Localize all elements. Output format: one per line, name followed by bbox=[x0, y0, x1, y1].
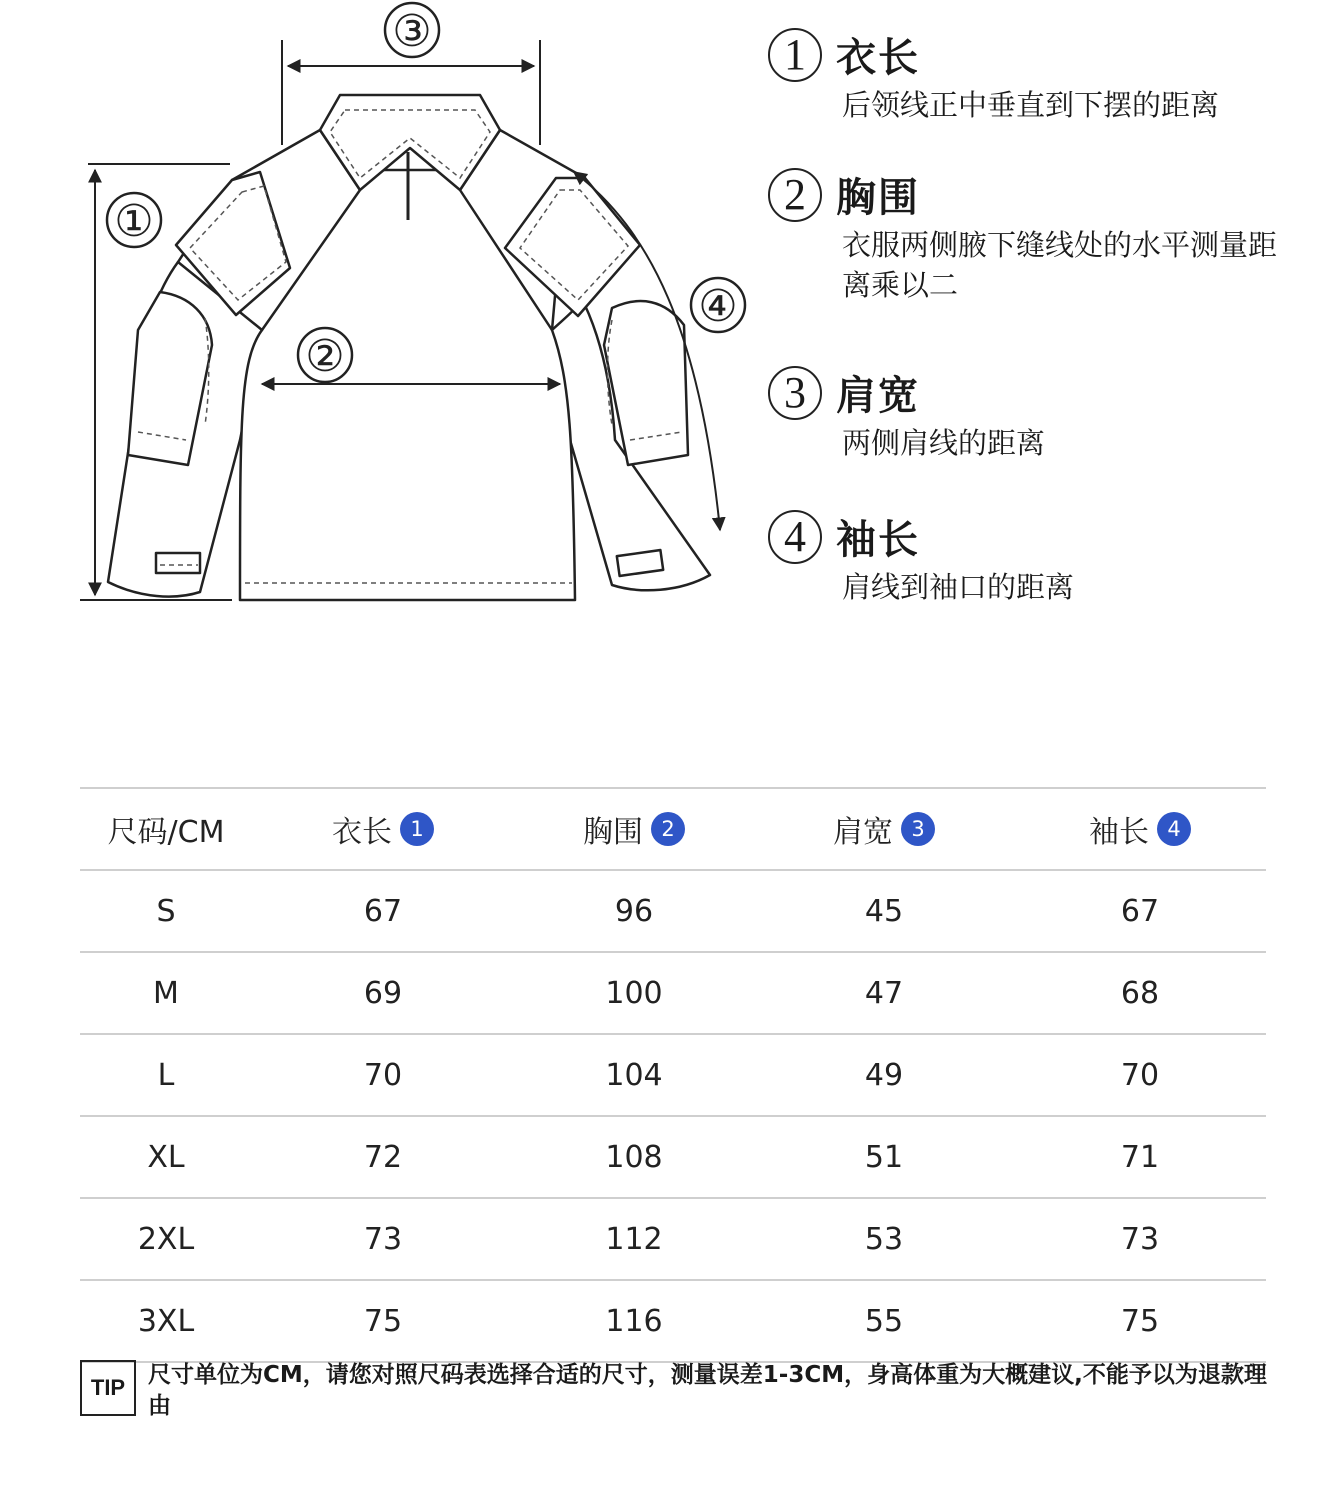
cell-shoulder: 49 bbox=[754, 1034, 1014, 1116]
legend-number-3: 3 bbox=[768, 366, 822, 420]
cell-sleeve: 67 bbox=[1014, 870, 1266, 952]
legend-title: 胸围 bbox=[836, 175, 920, 221]
cell-sleeve: 71 bbox=[1014, 1116, 1266, 1198]
cell-shoulder: 47 bbox=[754, 952, 1014, 1034]
legend-item-sleeve bbox=[768, 508, 1288, 607]
cell-size: XL bbox=[80, 1116, 252, 1198]
cell-chest: 96 bbox=[514, 870, 754, 952]
legend-title: 衣长 bbox=[836, 35, 920, 81]
cell-sleeve: 68 bbox=[1014, 952, 1266, 1034]
table-row bbox=[80, 870, 1266, 952]
cell-chest: 100 bbox=[514, 952, 754, 1034]
badge-1: 1 bbox=[400, 812, 434, 846]
cell-size: L bbox=[80, 1034, 252, 1116]
cell-length: 67 bbox=[252, 870, 514, 952]
table-row bbox=[80, 1116, 1266, 1198]
cell-chest: 116 bbox=[514, 1280, 754, 1362]
header-sleeve: 袖长 4 bbox=[1014, 788, 1266, 870]
table-row bbox=[80, 1198, 1266, 1280]
cell-size: 3XL bbox=[80, 1280, 252, 1362]
legend-title: 肩宽 bbox=[836, 373, 920, 419]
legend-number-4: 4 bbox=[768, 510, 822, 564]
cell-chest: 112 bbox=[514, 1198, 754, 1280]
legend-desc: 两侧肩线的距离 bbox=[842, 426, 1046, 460]
cell-length: 73 bbox=[252, 1198, 514, 1280]
marker-4-label: ④ bbox=[698, 282, 738, 331]
legend-item-length bbox=[768, 26, 1288, 125]
table-row bbox=[80, 952, 1266, 1034]
legend-number-1: 1 bbox=[768, 28, 822, 82]
marker-3-label: ③ bbox=[392, 7, 432, 56]
garment-diagram bbox=[0, 0, 760, 640]
cell-chest: 108 bbox=[514, 1116, 754, 1198]
table-row bbox=[80, 1280, 1266, 1362]
cell-length: 69 bbox=[252, 952, 514, 1034]
legend-desc: 衣服两侧腋下缝线处的水平测量距离乘以二 bbox=[842, 228, 1278, 302]
legend-title: 袖长 bbox=[836, 517, 920, 563]
header-shoulder: 肩宽 3 bbox=[754, 788, 1014, 870]
cell-length: 72 bbox=[252, 1116, 514, 1198]
cell-length: 75 bbox=[252, 1280, 514, 1362]
legend-desc: 肩线到袖口的距离 bbox=[842, 570, 1075, 604]
badge-4: 4 bbox=[1157, 812, 1191, 846]
tip-label: TIP bbox=[80, 1360, 136, 1416]
cell-length: 70 bbox=[252, 1034, 514, 1116]
legend-number-2: 2 bbox=[768, 168, 822, 222]
cell-shoulder: 55 bbox=[754, 1280, 1014, 1362]
cell-shoulder: 45 bbox=[754, 870, 1014, 952]
legend-item-chest bbox=[768, 166, 1288, 305]
marker-2-label: ② bbox=[305, 332, 345, 381]
table-header-row bbox=[80, 788, 1266, 870]
tip-text: 尺寸单位为CM，请您对照尺码表选择合适的尺寸，测量误差1-3CM，身高体重为大概建议,不能予以为退款理由 bbox=[148, 1362, 1267, 1419]
cell-chest: 104 bbox=[514, 1034, 754, 1116]
table-row bbox=[80, 1034, 1266, 1116]
badge-2: 2 bbox=[651, 812, 685, 846]
legend-item-shoulder bbox=[768, 364, 1288, 463]
legend-desc: 后领线正中垂直到下摆的距离 bbox=[842, 88, 1220, 122]
cell-size: M bbox=[80, 952, 252, 1034]
cell-sleeve: 75 bbox=[1014, 1280, 1266, 1362]
cell-shoulder: 51 bbox=[754, 1116, 1014, 1198]
left-cuff-tab bbox=[156, 553, 200, 573]
header-length: 衣长 1 bbox=[252, 788, 514, 870]
badge-3: 3 bbox=[901, 812, 935, 846]
size-table bbox=[80, 787, 1266, 1363]
cell-size: 2XL bbox=[80, 1198, 252, 1280]
cell-size: S bbox=[80, 870, 252, 952]
header-chest: 胸围 2 bbox=[514, 788, 754, 870]
cell-sleeve: 73 bbox=[1014, 1198, 1266, 1280]
right-cuff-tab bbox=[617, 550, 663, 576]
header-size: 尺码/CM bbox=[80, 788, 252, 870]
marker-1-label: ① bbox=[114, 197, 154, 246]
cell-sleeve: 70 bbox=[1014, 1034, 1266, 1116]
cell-shoulder: 53 bbox=[754, 1198, 1014, 1280]
